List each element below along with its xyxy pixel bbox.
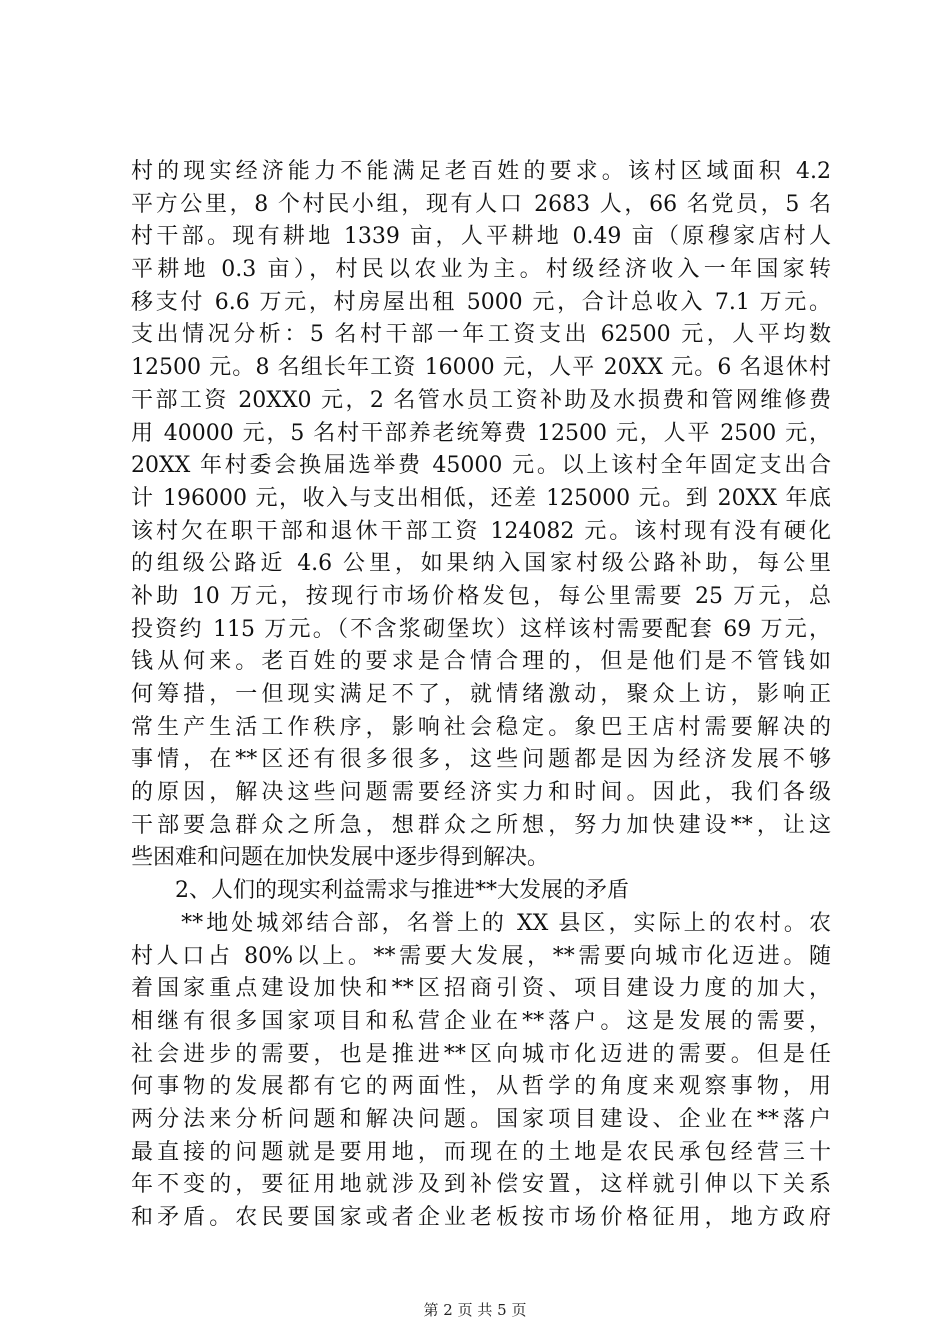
text-line: 平方公里，8 个村民小组，现有人口 2683 人，66 名党员，5 名: [131, 191, 831, 217]
text-line: 年不变的，要征用地就涉及到补偿安置，这样就引伸以下关系: [131, 1172, 831, 1198]
text-line: 何筹措，一但现实满足不了，就情绪激动，聚众上访，影响正: [131, 682, 831, 707]
text-line: 相继有很多国家项目和私营企业在**落户。这是发展的需要，: [131, 1008, 831, 1034]
text-line: 些困难和问题在加快发展中逐步得到解决。: [131, 845, 550, 871]
text-line: 社会进步的需要，也是推进**区向城市化迈进的需要。但是任: [131, 1041, 831, 1067]
text-line: **地处城郊结合部，名誉上的 XX 县区，实际上的农村。农: [131, 910, 831, 936]
text-line: 村人口占 80%以上。**需要大发展，**需要向城市化迈进。随: [131, 943, 831, 969]
text-line: 2、人们的现实利益需求与推进**大发展的矛盾: [131, 878, 629, 904]
text-line: 移支付 6.6 万元，村房屋出租 5000 元，合计总收入 7.1 万元。: [131, 289, 831, 315]
text-line: 的组级公路近 4.6 公里，如果纳入国家村级公路补助，每公里: [131, 551, 831, 577]
text-line: 村的现实经济能力不能满足老百姓的要求。该村区域面积 4.2: [131, 159, 831, 184]
text-line: 20XX 年村委会换届选举费 45000 元。以上该村全年固定支出合: [131, 453, 831, 479]
text-line: 事情，在**区还有很多很多，这些问题都是因为经济发展不够: [131, 747, 831, 773]
page-footer: 第 2 页 共 5 页: [423, 1301, 527, 1319]
text-line: 补助 10 万元，按现行市场价格发包，每公里需要 25 万元，总: [131, 583, 831, 609]
text-line: 干部要急群众之所急，想群众之所想，努力加快建设**，让这: [131, 812, 831, 838]
text-line: 支出情况分析：5 名村干部一年工资支出 62500 元，人平均数: [131, 322, 831, 348]
body-text: [131, 156, 831, 1235]
text-line: 该村欠在职干部和退休干部工资 124082 元。该村现有没有硬化: [131, 518, 831, 544]
text-line: 和矛盾。农民要国家或者企业老板按市场价格征用，地方政府: [131, 1205, 831, 1230]
text-line: 何事物的发展都有它的两面性，从哲学的角度来观察事物，用: [131, 1074, 831, 1100]
text-line: 投资约 115 万元。（不含浆砌堡坎）这样该村需要配套 69 万元，: [131, 616, 831, 642]
text-line: 平耕地 0.3 亩），村民以农业为主。村级经济收入一年国家转: [131, 257, 831, 283]
text-line: 钱从何来。老百姓的要求是合情合理的，但是他们是不管钱如: [131, 649, 831, 675]
text-line: 村干部。现有耕地 1339 亩，人平耕地 0.49 亩（原穆家店村人: [131, 224, 831, 250]
text-line: 两分法来分析问题和解决问题。国家项目建设、企业在**落户: [131, 1106, 831, 1132]
text-line: 12500 元。8 名组长年工资 16000 元，人平 20XX 元。6 名退休村: [131, 355, 831, 381]
text-line: 用 40000 元，5 名村干部养老统筹费 12500 元，人平 2500 元，: [131, 420, 831, 446]
text-line: 常生产生活工作秩序，影响社会稳定。象巴王店村需要解决的: [131, 714, 831, 740]
text-line: 干部工资 20XX0 元，2 名管水员工资补助及水损费和管网维修费: [131, 387, 831, 413]
text-line: 计 196000 元，收入与支出相低，还差 125000 元。到 20XX 年底: [131, 485, 831, 511]
text-line: 的原因，解决这些问题需要经济实力和时间。因此，我们各级: [131, 780, 831, 806]
text-line: 着国家重点建设加快和**区招商引资、项目建设力度的加大，: [131, 976, 831, 1002]
text-line: 最直接的问题就是要用地，而现在的土地是农民承包经营三十: [131, 1139, 831, 1165]
